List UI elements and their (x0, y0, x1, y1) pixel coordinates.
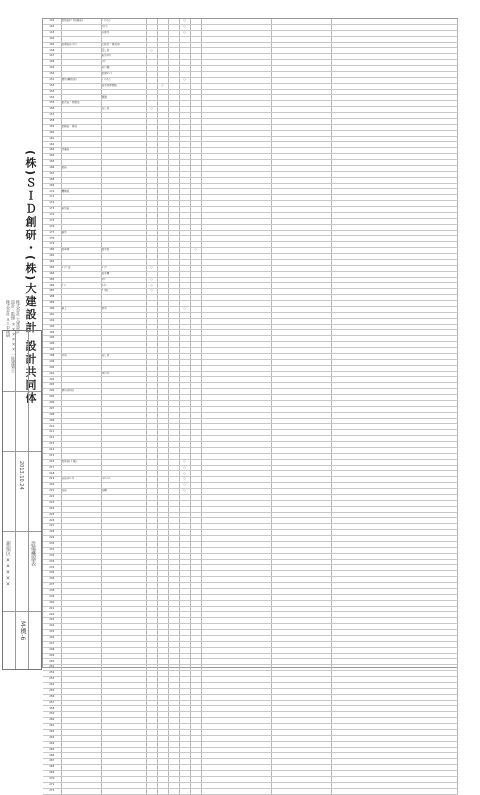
row-number: 145 (43, 42, 61, 48)
check-mark (179, 788, 190, 794)
check-mark: ○ (179, 489, 190, 495)
drawing-title: 設備機器表 (30, 541, 36, 566)
room-name (61, 788, 101, 794)
fixture-name: 床排水 (101, 30, 146, 36)
row-number: 238 (43, 588, 61, 594)
row-number: 234 (43, 565, 61, 571)
row-number: 151 (43, 77, 61, 83)
check-mark: ○ (179, 459, 190, 465)
check-mark: ○ (179, 24, 190, 30)
room-name: 更衣室・休憩室 (61, 101, 101, 107)
fixture-name: ｼﾝｸ (101, 60, 146, 66)
row-number: 212 (43, 436, 61, 442)
row-number: 198 (43, 353, 61, 359)
row-number: 272 (43, 788, 61, 794)
row-number: 255 (43, 688, 61, 694)
fixture-name: 電気ｺﾝﾛ (101, 54, 146, 60)
row-number: 260 (43, 718, 61, 724)
row-number: 250 (43, 659, 61, 665)
row-number: 161 (43, 136, 61, 142)
row-number: 169 (43, 183, 61, 189)
check-mark: ○ (179, 19, 190, 24)
row-number: 236 (43, 577, 61, 583)
row-number: 164 (43, 154, 61, 160)
room-name: 機械室 (61, 189, 101, 195)
row-number: 176 (43, 224, 61, 230)
row-number: 199 (43, 359, 61, 365)
row-number: 240 (43, 600, 61, 606)
row-number: 220 (43, 483, 61, 489)
side-note: 株式会社 ＳＩＤ創研 (6, 300, 11, 338)
row-number: 252 (43, 671, 61, 677)
row-number: 264 (43, 741, 61, 747)
fixture-name: ﾌﾛｱｼﾝｸ (101, 371, 146, 377)
row-number: 141 (43, 19, 61, 24)
row-number: 258 (43, 706, 61, 712)
row-number: 167 (43, 171, 61, 177)
check-mark: ○ (146, 277, 157, 283)
fixture-name: ﾄﾞﾚﾝﾁｪﾝ (101, 77, 146, 83)
row-number: 180 (43, 248, 61, 254)
row-number: 248 (43, 647, 61, 653)
row-number: 174 (43, 212, 61, 218)
room-name: 洗濯室 (61, 148, 101, 154)
row-number: 221 (43, 489, 61, 495)
fixture-name: 天板付・換気扇 (101, 42, 146, 48)
room-name: 便所(共用) (61, 389, 101, 395)
spec-cell (201, 788, 271, 794)
fixture-name: 受水槽 (101, 271, 146, 277)
row-number: 177 (43, 230, 61, 236)
row-number: 158 (43, 118, 61, 124)
equipment-table (43, 19, 458, 795)
row-number: 237 (43, 583, 61, 589)
fixture-name: 吊戸棚 (101, 66, 146, 72)
document-title: (株)ＳＩＤ創研・(株)大建設計 設計共同体 (24, 150, 37, 405)
fixture-name: 流し台 (101, 353, 146, 359)
room-name: 倉庫 (61, 165, 101, 171)
room-name: 駐車場 (61, 248, 101, 254)
fixture-name: ﾀﾝｸ (101, 277, 146, 283)
row-number: 202 (43, 377, 61, 383)
check-mark (146, 788, 157, 794)
room-name: 屋上 (61, 306, 101, 312)
row-number: 185 (43, 277, 61, 283)
row-number: 216 (43, 459, 61, 465)
fixture-name: ｼｬﾜｰﾍｯﾄﾞ (101, 477, 146, 483)
row-number: 182 (43, 259, 61, 265)
row-number: 270 (43, 776, 61, 782)
table-row (43, 788, 457, 794)
row-number: 188 (43, 295, 61, 301)
date-label: 2013.10.24 (18, 461, 24, 490)
row-number: 204 (43, 389, 61, 395)
row-number: 149 (43, 66, 61, 72)
row-number: 181 (43, 254, 61, 260)
row-number: 251 (43, 665, 61, 671)
room-name: ﾎﾟﾝﾌﾟ室 (61, 265, 101, 271)
fixture-name: 流し台 (101, 107, 146, 113)
remarks-cell (331, 788, 457, 794)
row-number: 179 (43, 242, 61, 248)
row-number: 259 (43, 712, 61, 718)
row-number: 253 (43, 677, 61, 683)
check-mark: ○ (179, 483, 190, 489)
row-number: 166 (43, 165, 61, 171)
row-number: 206 (43, 400, 61, 406)
room-name: 給湯室(ｷｯﾁﾝ) (61, 42, 101, 48)
row-number: 184 (43, 271, 61, 277)
row-number: 268 (43, 765, 61, 771)
row-number: 271 (43, 782, 61, 788)
row-number: 224 (43, 506, 61, 512)
row-number: 263 (43, 735, 61, 741)
row-number: 219 (43, 477, 61, 483)
row-number: 165 (43, 160, 61, 166)
row-number: 186 (43, 283, 61, 289)
spec-cell (271, 788, 331, 794)
drawing-number: M-機-6 (19, 621, 26, 641)
row-number: 269 (43, 771, 61, 777)
row-number: 172 (43, 201, 61, 207)
row-number: 183 (43, 265, 61, 271)
row-number: 243 (43, 618, 61, 624)
row-number: 257 (43, 700, 61, 706)
row-number: 170 (43, 189, 61, 195)
row-number: 150 (43, 71, 61, 77)
row-number: 168 (43, 177, 61, 183)
row-number: 160 (43, 130, 61, 136)
fixture-name: 流し台 (101, 48, 146, 54)
row-number: 163 (43, 148, 61, 154)
row-number: 194 (43, 330, 61, 336)
room-name: 電気室 (61, 207, 101, 213)
row-number: 144 (43, 36, 61, 42)
row-number: 154 (43, 95, 61, 101)
row-number: 187 (43, 289, 61, 295)
row-number: 207 (43, 406, 61, 412)
room-name: 浴室 (61, 489, 101, 495)
row-number: 155 (43, 101, 61, 107)
row-number: 146 (43, 48, 61, 54)
fixture-name (101, 788, 146, 794)
room-name: 浴室(ﾕﾆｯﾄ) (61, 477, 101, 483)
row-number: 205 (43, 395, 61, 401)
row-number: 265 (43, 747, 61, 753)
room-name: 共用 (61, 353, 101, 359)
row-number: 232 (43, 553, 61, 559)
row-number: 190 (43, 306, 61, 312)
row-number: 175 (43, 218, 61, 224)
row-number: 209 (43, 418, 61, 424)
row-number: 173 (43, 207, 61, 213)
row-number: 189 (43, 301, 61, 307)
row-number: 153 (43, 89, 61, 95)
row-number: 225 (43, 512, 61, 518)
check-mark: ○ (179, 477, 190, 483)
row-number: 228 (43, 530, 61, 536)
room-name: 配管室(ﾊﾞｽ設備室) (61, 19, 101, 24)
row-number: 262 (43, 729, 61, 735)
row-number: 226 (43, 518, 61, 524)
row-number: 147 (43, 54, 61, 60)
row-number: 159 (43, 124, 61, 130)
fixture-name: 給湯ﾕﾆｯﾄ (101, 71, 146, 77)
row-number: 227 (43, 524, 61, 530)
row-number: 214 (43, 447, 61, 453)
row-number: 162 (43, 142, 61, 148)
row-number: 152 (43, 83, 61, 89)
row-number: 208 (43, 412, 61, 418)
row-number: 203 (43, 383, 61, 389)
fixture-name: ﾄﾞﾚﾝﾁｪﾝ (101, 19, 146, 24)
row-number: 143 (43, 30, 61, 36)
row-number: 142 (43, 24, 61, 30)
row-number: 239 (43, 594, 61, 600)
check-mark: ○ (146, 265, 157, 271)
row-number: 217 (43, 465, 61, 471)
check-mark: ○ (179, 77, 190, 83)
row-number: 200 (43, 365, 61, 371)
check-mark: ○ (146, 289, 157, 295)
row-number: 267 (43, 759, 61, 765)
row-number: 223 (43, 500, 61, 506)
row-number: 193 (43, 324, 61, 330)
project-name: 新宿区 ××××× (5, 541, 11, 588)
row-number: 235 (43, 571, 61, 577)
check-mark: ○ (146, 107, 157, 113)
row-number: 266 (43, 753, 61, 759)
fixture-name: ﾎﾟﾝﾌﾟ (101, 265, 146, 271)
row-number: 247 (43, 641, 61, 647)
row-number: 210 (43, 424, 61, 430)
side-note: 設計・監理 ×××××× 一級建築士 (11, 300, 16, 373)
fixture-name: 浴槽 (101, 489, 146, 495)
row-number: 196 (43, 342, 61, 348)
check-mark: ○ (179, 465, 190, 471)
fixture-name: ｶﾞｽ栓 (101, 289, 146, 295)
row-number: 230 (43, 541, 61, 547)
row-number: 254 (43, 682, 61, 688)
row-number: 249 (43, 653, 61, 659)
row-number: 156 (43, 107, 61, 113)
row-number: 229 (43, 536, 61, 542)
equipment-sheet (42, 18, 458, 792)
row-number: 148 (43, 60, 61, 66)
row-number: 192 (43, 318, 61, 324)
row-number: 245 (43, 630, 61, 636)
check-mark: ○ (179, 30, 190, 36)
row-number: 215 (43, 453, 61, 459)
row-number: 231 (43, 547, 61, 553)
room-name: 配管室(２階) (61, 459, 101, 465)
check-mark (168, 788, 179, 794)
row-number: 201 (43, 371, 61, 377)
check-mark (157, 788, 168, 794)
check-mark: ○ (157, 83, 168, 89)
row-number: 241 (43, 606, 61, 612)
stamp-box (2, 330, 42, 670)
row-number: 246 (43, 635, 61, 641)
row-number: 213 (43, 442, 61, 448)
row-number: 256 (43, 694, 61, 700)
row-number: 195 (43, 336, 61, 342)
row-number: 222 (43, 494, 61, 500)
row-number: 171 (43, 195, 61, 201)
room-name: 便所(職員用) (61, 77, 101, 83)
fixture-name: ｼﾝｸ下 (101, 24, 146, 30)
side-note: 株式会社 大建設計 (16, 300, 21, 334)
row-number: 261 (43, 724, 61, 730)
row-number: 218 (43, 471, 61, 477)
check-mark (190, 788, 201, 794)
row-number: 157 (43, 113, 61, 119)
check-mark: ○ (179, 471, 190, 477)
check-mark: ○ (146, 48, 157, 54)
room-name: 屋外 (61, 230, 101, 236)
fixture-name: ﾒｰﾀｰ (101, 283, 146, 289)
row-number: 242 (43, 612, 61, 618)
room-name: 配膳室・厨房 (61, 124, 101, 130)
row-number: 211 (43, 430, 61, 436)
row-number: 233 (43, 559, 61, 565)
row-number: 178 (43, 236, 61, 242)
row-number: 191 (43, 312, 61, 318)
fixture-name: 排水 (101, 306, 146, 312)
fixture-name: 便器 (101, 95, 146, 101)
row-number: 244 (43, 624, 61, 630)
check-mark: ○ (146, 283, 157, 289)
title-block (0, 0, 42, 681)
fixture-name: 散水栓 (101, 248, 146, 254)
room-name: ｶﾞｽ (61, 283, 101, 289)
fixture-name: 温水洗浄便座 (101, 83, 146, 89)
check-mark: ○ (190, 248, 201, 254)
row-number: 197 (43, 348, 61, 354)
check-mark: ○ (179, 306, 190, 312)
